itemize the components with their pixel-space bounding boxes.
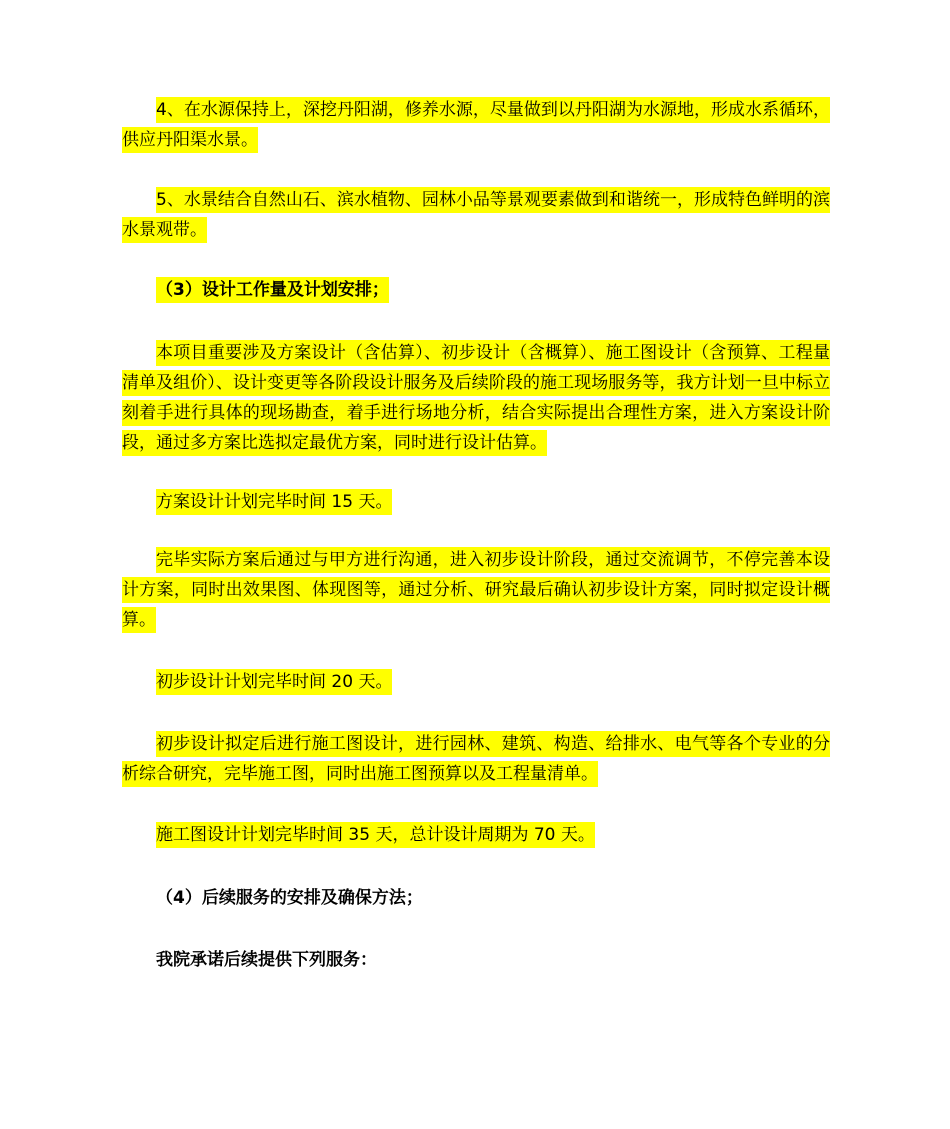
paragraph-scheme-design-time: [122, 487, 830, 517]
paragraph-text: 5、水景结合自然山石、滨水植物、园林小品等景观要素做到和谐统一，形成特色鲜明的滨水景观带。: [122, 187, 830, 243]
paragraph-text: 方案设计计划完毕时间 15 天。: [156, 489, 392, 515]
paragraph-service-commitment: [122, 945, 830, 975]
section-heading-follow-up-service: [122, 883, 830, 913]
paragraph-text: 我院承诺后续提供下列服务：: [156, 950, 377, 970]
paragraph-text: 初步设计计划完毕时间 20 天。: [156, 669, 392, 695]
paragraph-preliminary-design-time: [122, 667, 830, 697]
paragraph-text: 本项目重要涉及方案设计（含估算）、初步设计（含概算）、施工图设计（含预算、工程量清单及组价）、设计变更等各阶段设计服务及后续阶段的施工现场服务等，我方计划一旦中标立刻着手进行具体的现场勘查，着手进行场地分析，结合实际提出合理性方案，进入方案设计阶段，通过多方案比选拟定最优方案，同时进行设计估算。: [122, 340, 830, 456]
paragraph-text: 4、在水源保持上，深挖丹阳湖，修养水源，尽量做到以丹阳湖为水源地，形成水系循环，供应丹阳渠水景。: [122, 97, 830, 153]
paragraph-construction-drawing: [122, 729, 830, 789]
heading-text: （4）后续服务的安排及确保方法；: [156, 888, 423, 908]
paragraph-waterscape: [122, 185, 830, 245]
paragraph-text: 施工图设计计划完毕时间 35 天，总计设计周期为 70 天。: [156, 822, 595, 848]
paragraph-text: 初步设计拟定后进行施工图设计，进行园林、建筑、构造、给排水、电气等各个专业的分析综合研究，完毕施工图，同时出施工图预算以及工程量清单。: [122, 731, 830, 787]
paragraph-preliminary-design: [122, 545, 830, 635]
paragraph-water-source: [122, 95, 830, 155]
paragraph-construction-drawing-time: [122, 820, 830, 850]
heading-text: （3）设计工作量及计划安排；: [156, 277, 389, 303]
section-heading-design-workload: [122, 275, 830, 305]
paragraph-text: 完毕实际方案后通过与甲方进行沟通，进入初步设计阶段，通过交流调节，不停完善本设计方案，同时出效果图、体现图等，通过分析、研究最后确认初步设计方案，同时拟定设计概算。: [122, 547, 830, 633]
paragraph-project-scope: [122, 338, 830, 458]
